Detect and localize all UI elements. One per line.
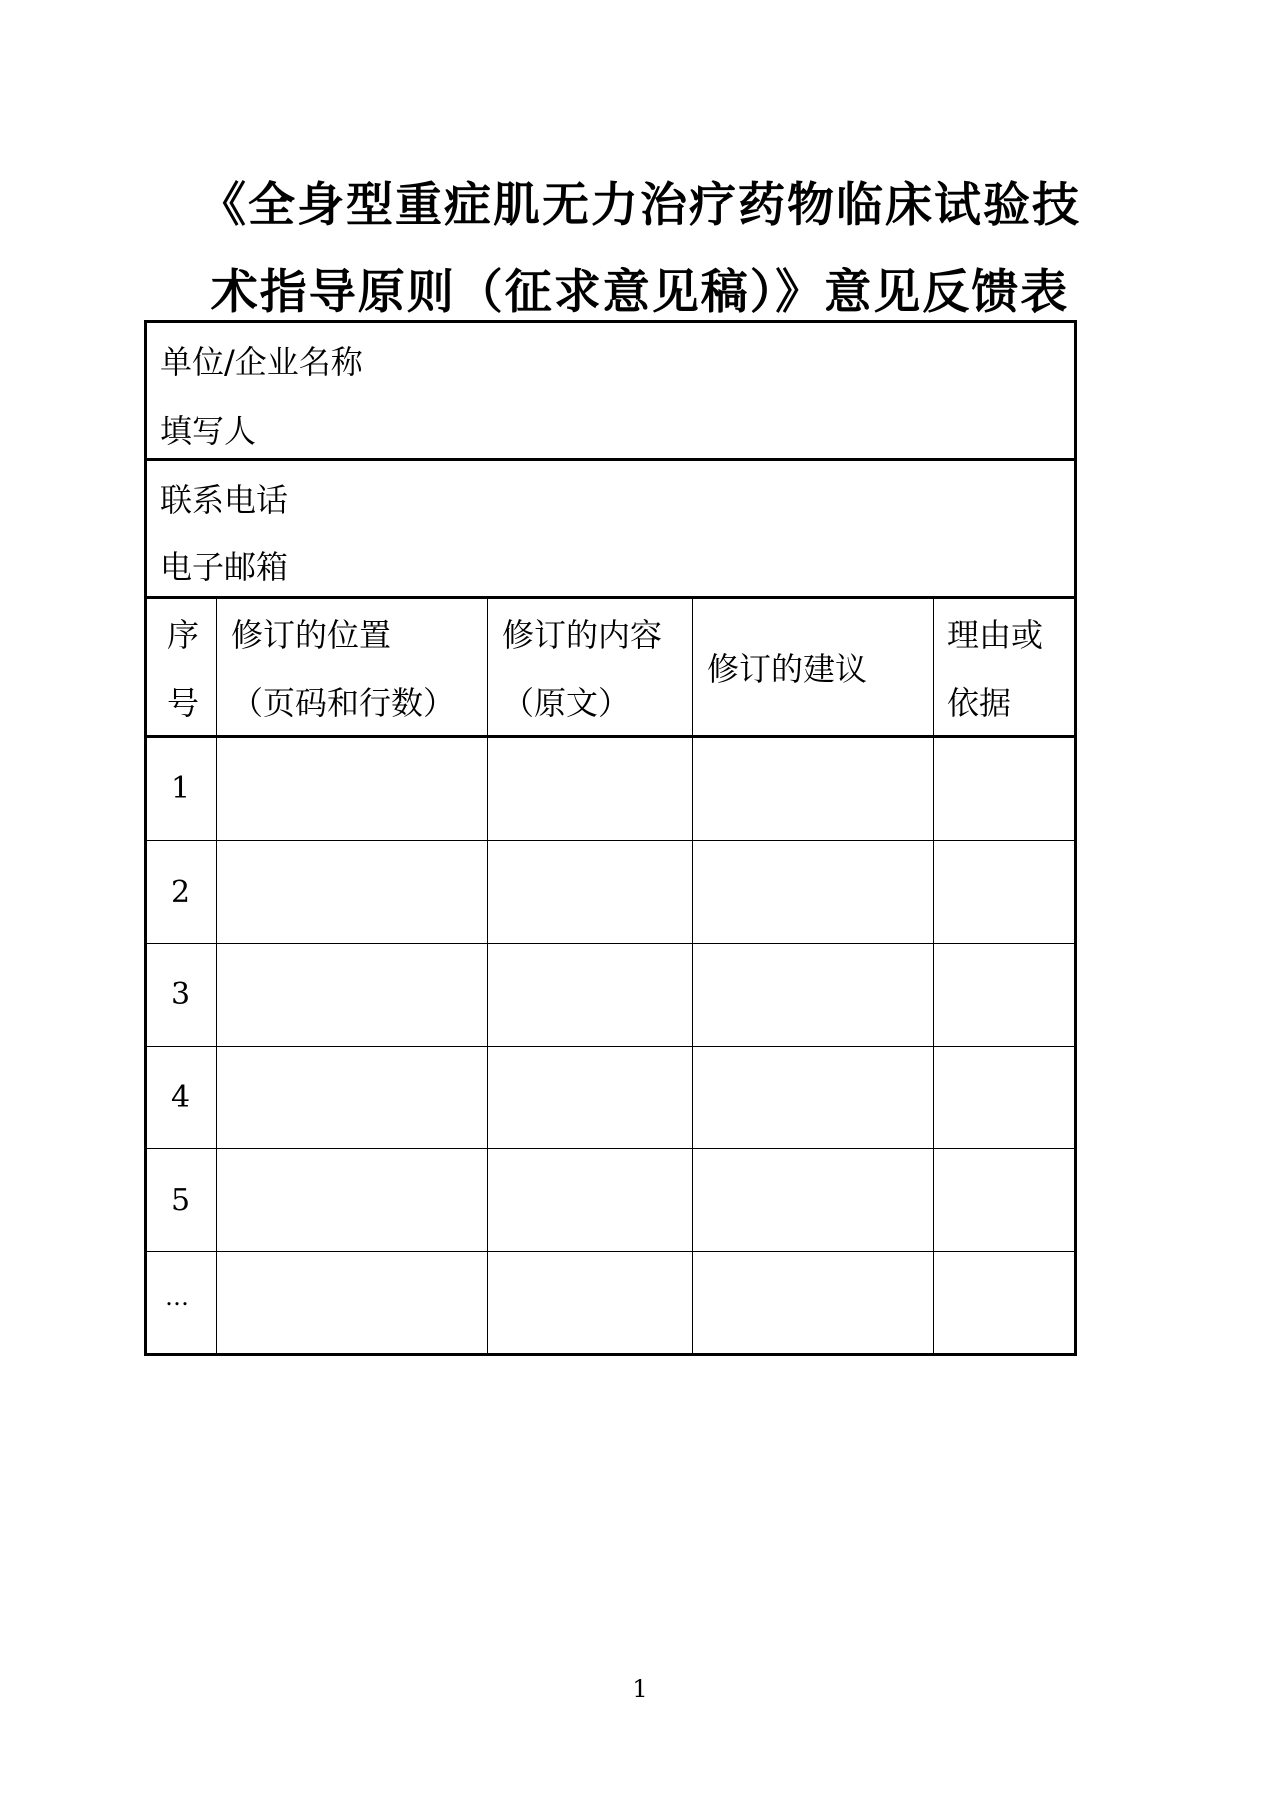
row-divider [147, 1251, 1074, 1252]
column-divider [216, 599, 217, 1353]
info-divider-2 [147, 596, 1074, 599]
title-line-1: 《全身型重症肌无力治疗药物临床试验技 [199, 178, 1081, 233]
header-location-line-2: （页码和行数） [231, 684, 456, 722]
row-number: 4 [171, 1080, 191, 1115]
row-number: … [165, 1283, 189, 1311]
column-divider [933, 599, 934, 1353]
row-divider [147, 1046, 1074, 1047]
feedback-form-table [144, 320, 1077, 1356]
row-number: 5 [171, 1183, 191, 1218]
email-label: 电子邮箱 [160, 548, 289, 586]
info-divider-1 [147, 458, 1074, 461]
row-divider [147, 943, 1074, 944]
header-suggestion: 修订的建议 [707, 650, 868, 688]
column-divider [692, 599, 693, 1353]
header-reason-line-1: 理由或 [947, 616, 1044, 654]
row-number: 2 [171, 875, 191, 910]
page-number: 1 [632, 1675, 648, 1703]
row-divider [147, 1148, 1074, 1149]
header-reason-line-2: 依据 [947, 684, 1012, 722]
header-location-line-1: 修订的位置 [231, 616, 392, 654]
phone-label: 联系电话 [160, 481, 289, 519]
row-number: 3 [171, 977, 191, 1012]
row-number: 1 [171, 771, 191, 806]
filler-label: 填写人 [160, 412, 257, 450]
column-divider [487, 599, 488, 1353]
row-divider [147, 840, 1074, 841]
header-seq-line-1: 序 [167, 616, 200, 654]
header-seq-line-2: 号 [167, 684, 200, 722]
title-line-2: 术指导原则（征求意见稿）》意见反馈表 [210, 265, 1070, 320]
header-divider [147, 735, 1074, 738]
header-content-line-1: 修订的内容 [502, 616, 663, 654]
org-name-label: 单位/企业名称 [160, 343, 363, 381]
header-content-line-2: （原文） [502, 684, 631, 722]
